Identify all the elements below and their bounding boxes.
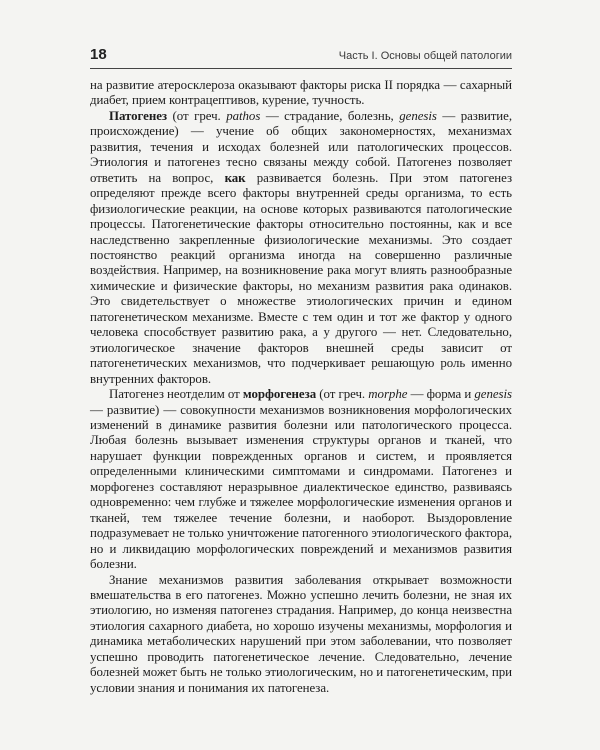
term-morphogenesis: морфогенеза [242,387,317,402]
emphasis-kak: как [224,170,246,185]
paragraph-pathogenesis: Патогенез (от греч. pathos — страдание, болезнь, genesis — развитие, происхождение) — учение об общих закономерностях, механизмах развития, течения и исходах болезней или патологических процессов. Этиология и патогенез тесно связаны между собой. Патогенез позволяет ответить на вопрос, как развивается болезнь. При этом патогенез определяют прежде всего факторы внутренней среды организма, то есть физиологические реакции, на основе которых развиваются патологические процессы. Патогенетические факторы относительно постоянны, как и все наследственно закрепленные физиологические механизмы. Это создает постоянство реакций организма иногда на совершенно различные воздействия. Например, на возникновение рака могут влиять разнообразные химические и физические факторы, но механизм развития рака одинаков. Это свидетельствует о множестве этиологических причин и едином патогенетическом механизме. Вместе с тем один и тот же фактор у одного человека способствует развитию рака, а у другого — нет. Следовательно, этиологическое значение факторов внешней среды зависит от патогенетических механизмов, что подчеркивает решающую роль именно внутренних факторов. [90,108,512,386]
page-number: 18 [90,46,107,63]
paragraph-morphogenesis: Патогенез неотделим от морфогенеза (от греч. morphe — форма и genesis — развитие) — совокупности механизмов возникновения морфологических изменений в динамике развития болезни или патологического процесса. Любая болезнь вызывает изменения структуры органов и тканей, что нарушает функции поврежденных органов и систем, и проявляется определенными клиническими симптомами и синдромами. Патогенез и морфогенез составляют неразрывное диалектическое единство, развиваясь одновременно: чем глубже и тяжелее морфологические изменения органов и тканей, тем тяжелее течение болезни, и наоборот. Выздоровление подразумевает не только уничтожение патогенного этиологического фактора, но и ликвидацию морфологических повреждений и механизмов развития болезни. [90,387,512,572]
greek-word-morphe: morphe [368,387,408,402]
greek-word-pathos: pathos [226,108,261,123]
paragraph-treatment: Знание механизмов развития заболевания открывает возможности вмешательства в его патогенез. Можно успешно лечить болезни, не зная их этиологию, но изменяя патогенез страдания. Например, до конца неизвестна этиология сахарного диабета, но хорошо изучены механизмы, морфология и динамика метаболических нарушений при этом заболевании, что позволяет успешно проводить патогенетическое лечение. Следовательно, лечение болезней может быть не только этиологическим, но и патогенетическим, при условии знания и понимания их патогенеза. [90,572,512,695]
page-body [90,78,512,696]
paragraph-atherosclerosis: на развитие атеросклероза оказывают факторы риска II порядка — сахарный диабет, прием контрацептивов, курение, тучность. [90,78,512,108]
greek-word-genesis: genesis [474,387,512,402]
chapter-title: Часть I. Основы общей патологии [338,50,512,62]
header-rule [90,68,512,69]
running-header [90,40,512,62]
greek-word-genesis: genesis [399,108,437,123]
term-pathogenesis: Патогенез [109,108,168,123]
